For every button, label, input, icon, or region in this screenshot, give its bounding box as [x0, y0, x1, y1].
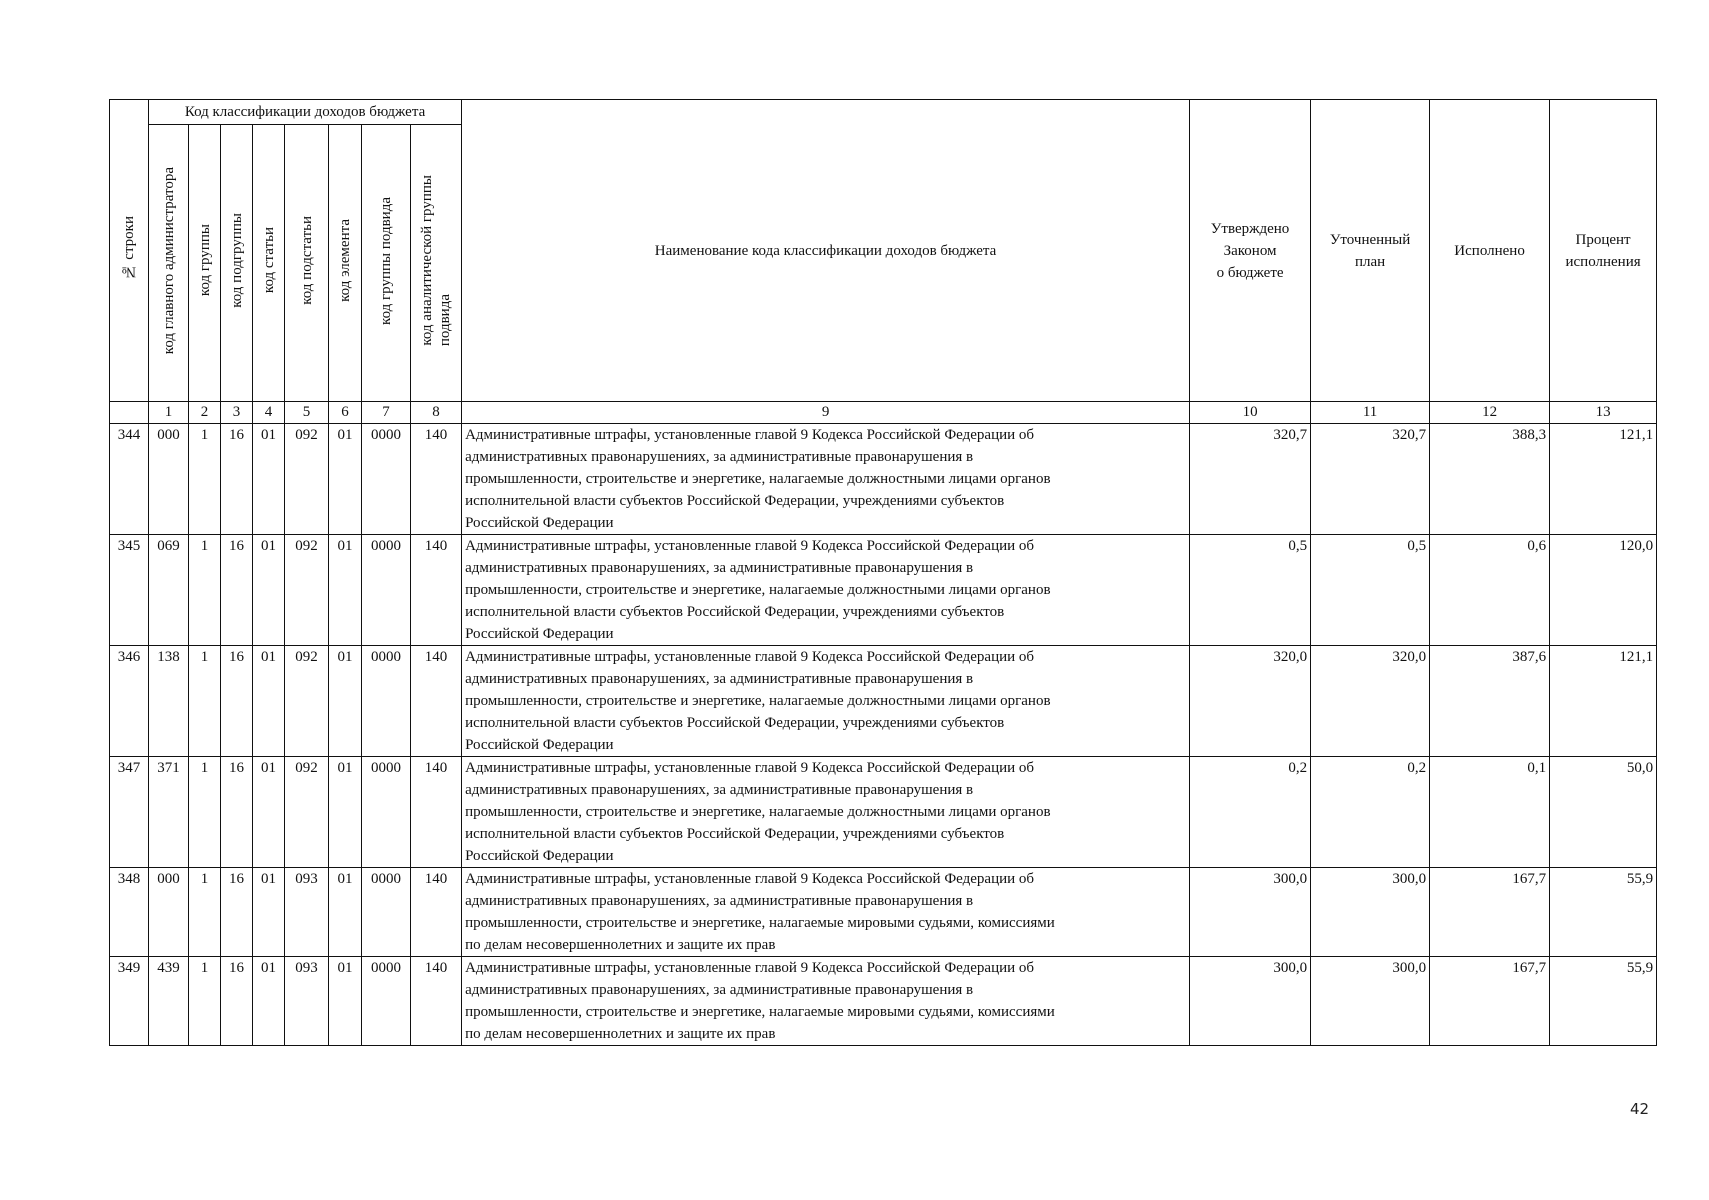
column-number: 3: [221, 402, 253, 424]
subtype-group-code-cell: 0000: [362, 424, 411, 535]
element-code-cell: 01: [329, 424, 362, 535]
row-number-cell: 344: [110, 424, 149, 535]
header-percent: Процент исполнения: [1550, 100, 1657, 402]
revenue-name-line: Административные штрафы, установленные главой 9 Кодекса Российской Федерации об: [465, 760, 1035, 776]
header-row-number: № строки: [110, 100, 149, 402]
header-approved: Утверждено Законом о бюджете: [1190, 100, 1311, 402]
revenue-name-line: Российской Федерации: [465, 626, 614, 642]
revenue-name-line: исполнительной власти субъектов Российской Федерации, учреждениями субъектов: [465, 826, 1005, 842]
header-element-code: код элемента: [329, 125, 362, 402]
column-number: 10: [1190, 402, 1311, 424]
approved-value-cell: 320,7: [1190, 424, 1311, 535]
group-code-cell: 1: [189, 757, 221, 868]
approved-value-cell: 300,0: [1190, 957, 1311, 1046]
article-code-cell: 01: [253, 535, 285, 646]
header-subtype-group-code: код группы подвида: [362, 125, 411, 402]
analytic-group-code-cell: 140: [411, 424, 462, 535]
done-value-cell: 388,3: [1430, 424, 1550, 535]
subgroup-code-cell: 16: [221, 424, 253, 535]
revenue-name-line: административных правонарушениях, за административные правонарушения в: [465, 449, 974, 465]
revenue-name-line: административных правонарушениях, за административные правонарушения в: [465, 560, 974, 576]
table-row: [110, 957, 1657, 1046]
subarticle-code-cell: 093: [285, 868, 329, 957]
page-number: 42: [1630, 1100, 1650, 1118]
header-subarticle-code: код подстатьи: [285, 125, 329, 402]
subtype-group-code-cell: 0000: [362, 535, 411, 646]
column-number: 7: [362, 402, 411, 424]
column-number: 13: [1550, 402, 1657, 424]
group-code-cell: 1: [189, 535, 221, 646]
article-code-cell: 01: [253, 957, 285, 1046]
approved-value-cell: 0,2: [1190, 757, 1311, 868]
article-code-cell: 01: [253, 646, 285, 757]
budget-revenue-table: [109, 99, 1657, 1046]
plan-value-cell: 0,2: [1311, 757, 1430, 868]
done-value-cell: 167,7: [1430, 868, 1550, 957]
revenue-name-line: административных правонарушениях, за административные правонарушения в: [465, 982, 974, 998]
revenue-name-cell: [462, 535, 1190, 646]
element-code-cell: 01: [329, 646, 362, 757]
subarticle-code-cell: 093: [285, 957, 329, 1046]
group-code-cell: 1: [189, 957, 221, 1046]
subtype-group-code-cell: 0000: [362, 646, 411, 757]
revenue-name-line: по делам несовершеннолетних и защите их прав: [465, 1026, 776, 1042]
header-classification-group: Код классификации доходов бюджета: [149, 100, 462, 125]
column-number: 4: [253, 402, 285, 424]
percent-value-cell: 50,0: [1550, 757, 1657, 868]
row-number-cell: 345: [110, 535, 149, 646]
article-code-cell: 01: [253, 757, 285, 868]
revenue-name-line: промышленности, строительстве и энергетике, налагаемые мировыми судьями, комиссиями: [465, 915, 1055, 931]
column-number: 11: [1311, 402, 1430, 424]
admin-code-cell: 439: [149, 957, 189, 1046]
plan-value-cell: 320,7: [1311, 424, 1430, 535]
admin-code-cell: 371: [149, 757, 189, 868]
header-group-code: код группы: [189, 125, 221, 402]
revenue-name-cell: [462, 868, 1190, 957]
subgroup-code-cell: 16: [221, 535, 253, 646]
admin-code-cell: 000: [149, 868, 189, 957]
admin-code-cell: 000: [149, 424, 189, 535]
revenue-name-cell: [462, 646, 1190, 757]
article-code-cell: 01: [253, 424, 285, 535]
revenue-name-line: промышленности, строительстве и энергетике, налагаемые должностными лицами органов: [465, 804, 1051, 820]
revenue-name-line: Административные штрафы, установленные главой 9 Кодекса Российской Федерации об: [465, 960, 1035, 976]
analytic-group-code-cell: 140: [411, 535, 462, 646]
analytic-group-code-cell: 140: [411, 757, 462, 868]
revenue-name-line: административных правонарушениях, за административные правонарушения в: [465, 671, 974, 687]
column-number-row: [110, 402, 1657, 424]
column-number: 2: [189, 402, 221, 424]
revenue-name-line: Административные штрафы, установленные главой 9 Кодекса Российской Федерации об: [465, 649, 1035, 665]
revenue-name-cell: [462, 957, 1190, 1046]
table-row: [110, 757, 1657, 868]
revenue-name-line: Административные штрафы, установленные главой 9 Кодекса Российской Федерации об: [465, 427, 1035, 443]
row-number-cell: 349: [110, 957, 149, 1046]
subarticle-code-cell: 092: [285, 535, 329, 646]
plan-value-cell: 300,0: [1311, 957, 1430, 1046]
subgroup-code-cell: 16: [221, 957, 253, 1046]
analytic-group-code-cell: 140: [411, 868, 462, 957]
revenue-name-line: промышленности, строительстве и энергетике, налагаемые должностными лицами органов: [465, 693, 1051, 709]
done-value-cell: 0,6: [1430, 535, 1550, 646]
subtype-group-code-cell: 0000: [362, 868, 411, 957]
element-code-cell: 01: [329, 868, 362, 957]
revenue-name-line: промышленности, строительстве и энергетике, налагаемые должностными лицами органов: [465, 471, 1051, 487]
revenue-name-cell: [462, 757, 1190, 868]
revenue-name-line: Российской Федерации: [465, 848, 614, 864]
approved-value-cell: 0,5: [1190, 535, 1311, 646]
plan-value-cell: 300,0: [1311, 868, 1430, 957]
percent-value-cell: 121,1: [1550, 646, 1657, 757]
percent-value-cell: 120,0: [1550, 535, 1657, 646]
revenue-name-cell: [462, 424, 1190, 535]
revenue-name-line: административных правонарушениях, за административные правонарушения в: [465, 893, 974, 909]
subgroup-code-cell: 16: [221, 646, 253, 757]
element-code-cell: 01: [329, 957, 362, 1046]
header-name: Наименование кода классификации доходов бюджета: [462, 100, 1190, 402]
group-code-cell: 1: [189, 424, 221, 535]
revenue-name-line: Российской Федерации: [465, 737, 614, 753]
table-body: [110, 424, 1657, 1046]
element-code-cell: 01: [329, 535, 362, 646]
revenue-name-line: по делам несовершеннолетних и защите их прав: [465, 937, 776, 953]
column-number: [110, 402, 149, 424]
table-row: [110, 868, 1657, 957]
revenue-name-line: Российской Федерации: [465, 515, 614, 531]
header-done: Исполнено: [1430, 100, 1550, 402]
subtype-group-code-cell: 0000: [362, 757, 411, 868]
percent-value-cell: 121,1: [1550, 424, 1657, 535]
analytic-group-code-cell: 140: [411, 646, 462, 757]
revenue-name-line: промышленности, строительстве и энергетике, налагаемые мировыми судьями, комиссиями: [465, 1004, 1055, 1020]
article-code-cell: 01: [253, 868, 285, 957]
row-number-cell: 346: [110, 646, 149, 757]
approved-value-cell: 320,0: [1190, 646, 1311, 757]
plan-value-cell: 320,0: [1311, 646, 1430, 757]
column-number: 9: [462, 402, 1190, 424]
revenue-name-line: промышленности, строительстве и энергетике, налагаемые должностными лицами органов: [465, 582, 1051, 598]
revenue-name-line: исполнительной власти субъектов Российской Федерации, учреждениями субъектов: [465, 493, 1005, 509]
group-code-cell: 1: [189, 868, 221, 957]
plan-value-cell: 0,5: [1311, 535, 1430, 646]
admin-code-cell: 138: [149, 646, 189, 757]
subtype-group-code-cell: 0000: [362, 957, 411, 1046]
subarticle-code-cell: 092: [285, 757, 329, 868]
column-number: 5: [285, 402, 329, 424]
subarticle-code-cell: 092: [285, 424, 329, 535]
header-subgroup-code: код подгруппы: [221, 125, 253, 402]
percent-value-cell: 55,9: [1550, 957, 1657, 1046]
revenue-name-line: административных правонарушениях, за административные правонарушения в: [465, 782, 974, 798]
done-value-cell: 0,1: [1430, 757, 1550, 868]
subgroup-code-cell: 16: [221, 757, 253, 868]
admin-code-cell: 069: [149, 535, 189, 646]
group-code-cell: 1: [189, 646, 221, 757]
header-article-code: код статьи: [253, 125, 285, 402]
column-number: 1: [149, 402, 189, 424]
column-number: 6: [329, 402, 362, 424]
table-row: [110, 535, 1657, 646]
analytic-group-code-cell: 140: [411, 957, 462, 1046]
header-analytic-group-code: код аналитической группы подвида: [411, 125, 462, 402]
revenue-name-line: исполнительной власти субъектов Российской Федерации, учреждениями субъектов: [465, 715, 1005, 731]
row-number-cell: 347: [110, 757, 149, 868]
percent-value-cell: 55,9: [1550, 868, 1657, 957]
table-row: [110, 646, 1657, 757]
header-admin-code: код главного администратора: [149, 125, 189, 402]
approved-value-cell: 300,0: [1190, 868, 1311, 957]
revenue-name-line: исполнительной власти субъектов Российской Федерации, учреждениями субъектов: [465, 604, 1005, 620]
column-number: 8: [411, 402, 462, 424]
header-plan: Уточненный план: [1311, 100, 1430, 402]
element-code-cell: 01: [329, 757, 362, 868]
column-number: 12: [1430, 402, 1550, 424]
table-row: [110, 424, 1657, 535]
done-value-cell: 387,6: [1430, 646, 1550, 757]
subgroup-code-cell: 16: [221, 868, 253, 957]
subarticle-code-cell: 092: [285, 646, 329, 757]
done-value-cell: 167,7: [1430, 957, 1550, 1046]
revenue-name-line: Административные штрафы, установленные главой 9 Кодекса Российской Федерации об: [465, 538, 1035, 554]
revenue-name-line: Административные штрафы, установленные главой 9 Кодекса Российской Федерации об: [465, 871, 1035, 887]
row-number-cell: 348: [110, 868, 149, 957]
